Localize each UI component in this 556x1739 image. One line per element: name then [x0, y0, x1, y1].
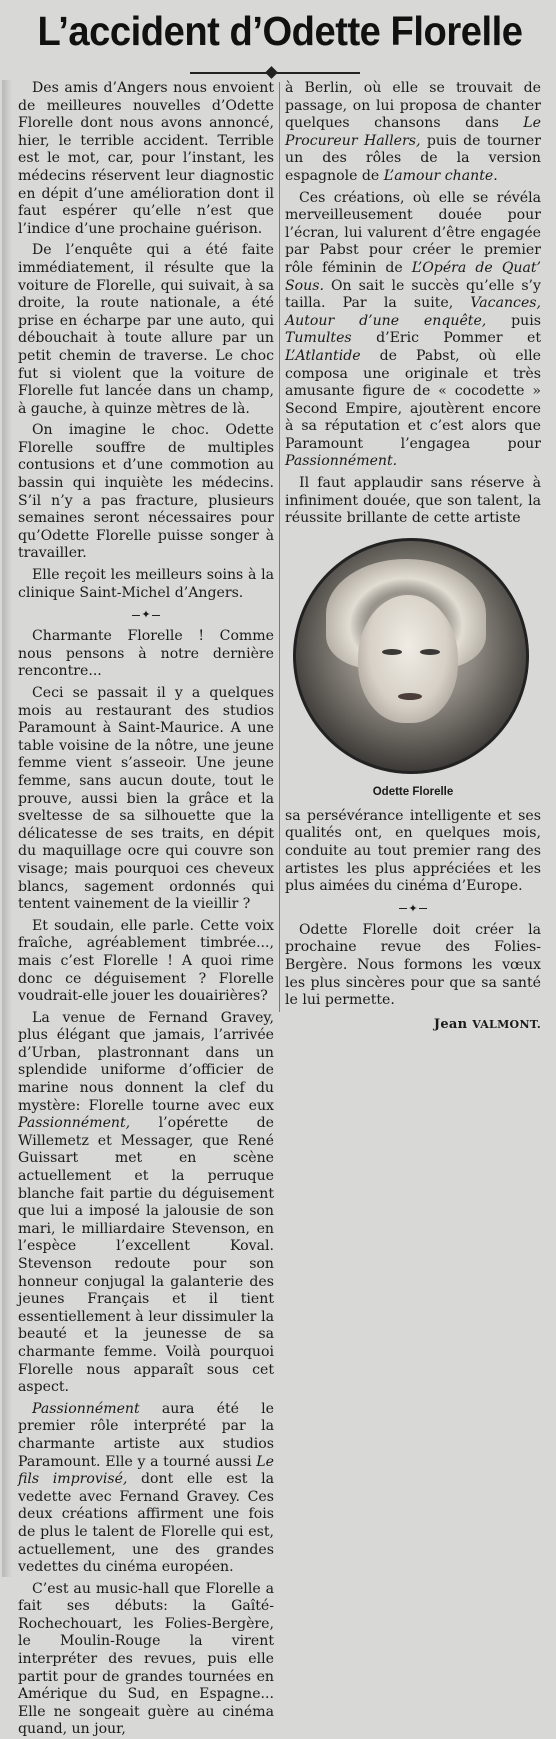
text-run: puis	[486, 312, 541, 329]
author-first-name: Jean	[433, 1016, 468, 1032]
paragraph: Charmante Florelle ! Comme nous pensons à notre dernière rencontre...	[18, 628, 274, 680]
film-title: L’Atlantide	[285, 347, 361, 364]
title-ornament-rule	[190, 72, 360, 74]
ornament-star-icon: ✦	[408, 901, 418, 915]
film-title: Le fils improvisé,	[18, 1453, 274, 1488]
text-run: de Pabst, où elle composa une originale et très amusante figure de « cocodette » Second Empire, ajoutèrent encore à sa réputation et c’est alors que Paramount l’engagea pour	[285, 347, 541, 452]
paragraph: C’est au music-hall que Florelle a fait ses débuts: la Gaîté-Rochechouart, les Folies-Bergère, le Moulin-Rouge la virent interpréter des revues, puis elle partit pour de grandes tournées en Amérique du Sud, en Espagne... Elle ne songeait guère au cinéma quand, un jour,	[18, 1580, 274, 1738]
portrait-figure	[285, 538, 541, 808]
text-run: On sait le succès qu’elle s’y tailla. Par la suite,	[285, 277, 541, 312]
film-title: L’amour chante.	[383, 167, 498, 184]
photo-caption: Odette Florelle	[372, 785, 454, 798]
page-edge-shadow	[2, 80, 12, 1577]
diamond-ornament-icon	[265, 66, 278, 79]
text-run: Ces créations, où elle se révéla merveilleusement douée pour l’écran, lui valurent d’être engagée par Pabst pour créer le premier rôle féminin de	[285, 189, 541, 276]
paragraph	[18, 1010, 274, 1397]
film-title: Passionnément.	[285, 453, 398, 470]
film-title: Le Procureur Hallers,	[285, 115, 541, 149]
paragraph: De l’enquête qui a été faite immédiatement, il résulte que la voiture de Florelle, qui suivait, à sa droite, la route nationale, a été prise en écharpe par une auto, qui débouchait à toute allure par un petit chemin de traverse. Le choc fut si violent que la voiture de Florelle fut lancée dans un champ, à gauche, à quinze mètres de là.	[18, 242, 274, 417]
text-run: d’Eric Pommer et	[351, 330, 541, 347]
text-run: aura été le premier rôle interprété par la charmante artiste aux studios Paramount. Elle y a tourné aussi	[18, 1400, 274, 1470]
text-run: à Berlin, où elle se trouvait de passage, on lui proposa de chanter quelques chansons dans	[285, 80, 541, 132]
film-title: Vacances, Autour d’une enquête,	[285, 295, 541, 329]
film-title: Passionnément	[32, 1400, 140, 1417]
left-column	[18, 80, 274, 1738]
paragraph: Il faut applaudir sans réserve à infiniment douée, que son talent, la réussite brillante de cette artiste	[285, 475, 541, 527]
text-run: La venue de Fernand Gravey, plus élégant que jamais, l’arrivée d’Urban, plastronnant dans un splendide uniforme d’officier de marine nous donnent la clef du mystère: Florelle tourne avec eux	[18, 1009, 274, 1114]
portrait-mouth	[398, 693, 422, 700]
article-title: L’accident d’Odette Florelle	[37, 8, 523, 54]
column-divider	[279, 82, 280, 1012]
ornament-star-icon: ✦	[141, 608, 151, 622]
paragraph: sa persévérance intelligente et ses qualités ont, en quelques mois, conduite au tout premier rang des artistes les plus appréciées et les plus aimées du cinéma d’Europe.	[285, 807, 541, 895]
film-title: Passionnément,	[18, 1115, 131, 1132]
paragraph: Odette Florelle doit créer la prochaine revue des Folies-Bergère. Nous formons les vœux les plus sincères pour que sa santé le lui permette.	[285, 921, 541, 1009]
section-separator	[18, 602, 274, 628]
portrait-face	[358, 595, 458, 723]
paragraph	[18, 1401, 274, 1577]
paragraph	[285, 80, 541, 186]
paragraph: Ceci se passait il y a quelques mois au restaurant des studios Paramount à Saint-Maurice. A une table voisine de la nôtre, une jeune femme vient s’asseoir. Une jeune femme, sans aucun doute, tout le prouve, aussi bien la grâce et la sveltesse de sa silhouette que la délicatesse de ses traits, en dépit du maquillage ocre qui couvre son visage; mais pourquoi ces cheveux blancs, sagement ordonnés qui tentent vainement de la vieillir ?	[18, 685, 274, 913]
section-separator	[285, 896, 541, 922]
right-column	[285, 80, 541, 1033]
portrait-photo	[293, 538, 529, 774]
portrait-eye	[420, 649, 440, 655]
film-title: Tumultes	[285, 330, 352, 347]
author-last-name: VALMONT.	[472, 1017, 541, 1031]
portrait-eye	[382, 649, 402, 655]
paragraph: Des amis d’Angers nous envoient de meilleures nouvelles d’Odette Florelle dont nous avons annoncé, hier, le terrible accident. Terrible est le mot, car, pour l’instant, les médecins réservent leur diagnostic en dépit d’une amélioration dont il faut espérer qu’elle n’est que l’indice d’une prochaine guérison.	[18, 80, 274, 237]
author-signature	[285, 1016, 541, 1034]
film-title: L’Opéra de Quat’ Sous.	[285, 259, 542, 294]
text-run: l’opérette de Willemetz et Messager, que René Guissart met en scène actuellement et la perruque blanche fait partie du déguisement que lui a imposé la jalousie de son mari, le milliardaire Stevenson, en l’espèce l’excellent Koval. Stevenson redoute pour son honneur conjugal la galanterie des jeunes Français et il tient essentiellement à leur dissimuler la beauté et la jeunesse de sa charmante femme. Voilà pourquoi Florelle nous apparaît sous cet aspect.	[18, 1115, 274, 1396]
paragraph: Elle reçoit les meilleurs soins à la clinique Saint-Michel d’Angers.	[18, 567, 274, 601]
paragraph: Et soudain, elle parle. Cette voix fraîche, agréablement timbrée..., mais c’est Florelle ! A quoi rime donc ce déguisement ? Florelle voudrait-elle jouer les douairières?	[18, 917, 274, 1005]
paragraph: On imagine le choc. Odette Florelle souffre de multiples contusions et d’une commotion au bassin qui inquiète les médecins. S’il n’y a pas fracture, plusieurs semaines seront nécessaires pour qu’Odette Florelle puisse songer à travailler.	[18, 422, 274, 562]
text-run: puis de tourner un des rôles de la version espagnole de	[285, 132, 541, 184]
text-run: dont elle est la vedette avec Fernand Gravey. Ces deux créations affirment une fois de plus le talent de Florelle qui est, actuellement, une des grandes vedettes du cinéma européen.	[18, 1471, 274, 1576]
paragraph	[285, 190, 541, 472]
